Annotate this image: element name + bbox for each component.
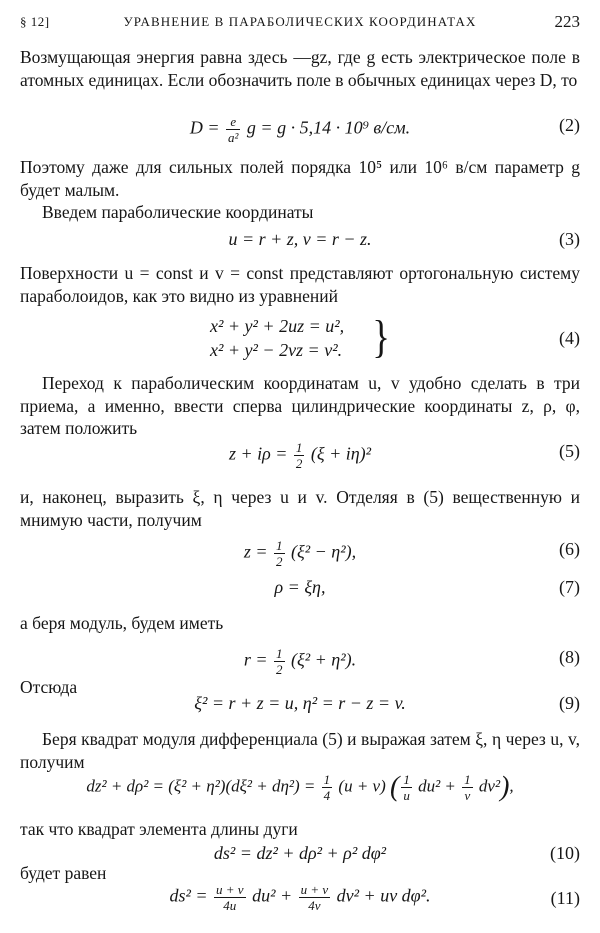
paragraph-2: Поэтому даже для сильных полей порядка 10⁵ или 10⁶ в/см параметр g будет малым.	[20, 157, 580, 200]
fraction: $\frac{1}{2}$	[276, 538, 283, 569]
fraction: $\frac{u + v}{4v}$	[300, 882, 329, 913]
equation-6	[20, 536, 580, 568]
fraction: $\frac{e}{\text{a²}}$	[228, 114, 239, 145]
equation-2-formula: D = $\frac{e}{\text{a²}}$ g = g · 5,14 · 10⁹ в/см.	[189, 114, 411, 145]
equation-11-formula: ds² = $\frac{u + v}{4u}$ du² + $\frac{u + v}{4v}$ dv² + uv dφ².	[169, 882, 431, 913]
paragraph-3: Введем параболические координаты	[42, 202, 314, 222]
equation-7-formula: ρ = ξη,	[274, 577, 326, 597]
paragraph-8: Отсюда	[20, 677, 78, 697]
page-number: 223	[554, 12, 580, 31]
equation-2	[20, 112, 580, 144]
equation-6-formula: z = $\frac{1}{2}$ (ξ² − η²),	[243, 538, 357, 569]
equation-8-formula: r = $\frac{1}{2}$ (ξ² + η²).	[243, 646, 357, 677]
equation-number: (8)	[559, 647, 580, 667]
left-paren: (	[390, 771, 400, 803]
section-marker: § 12]	[20, 14, 50, 29]
fraction: $\frac{1}{2}$	[295, 440, 303, 471]
equation-number: (2)	[559, 115, 580, 135]
equation-dz-formula: dz² + dρ² = (ξ² + η²)(dξ² + dη²) = $\frac{1}{4}$ (u + v) ( $\frac{1}{u}$ du² + $\frac{1}{v}$ dv²),	[86, 771, 514, 803]
equation-8	[20, 644, 580, 676]
fraction: $\frac{u + v}{4u}$	[216, 882, 244, 913]
equation-dz	[20, 770, 580, 810]
paragraph-4: Поверхности u = const и v = const представляют ортогональную систему параболоидов, как это видно из уравнений	[20, 263, 580, 306]
equation-9-formula: ξ² = r + z = u, η² = r − z = v.	[194, 693, 406, 713]
equation-7	[20, 574, 580, 606]
equation-number: (9)	[559, 693, 580, 713]
equation-number: (5)	[559, 441, 580, 461]
equation-9	[20, 690, 580, 722]
fraction: $\frac{1}{v}$	[464, 772, 471, 803]
equation-number: (3)	[559, 229, 580, 249]
fraction: $\frac{1}{4}$	[323, 772, 331, 803]
running-header	[20, 12, 580, 36]
equation-5	[20, 438, 580, 470]
right-paren: )	[500, 771, 510, 803]
equation-3	[20, 226, 580, 258]
right-brace: }	[372, 311, 390, 362]
equation-5-formula: z + iρ = $\frac{1}{2}$ (ξ + iη)²	[228, 440, 372, 471]
equation-number: (11)	[550, 888, 580, 908]
fraction: $\frac{1}{u}$	[403, 772, 410, 803]
paragraph-7: а беря модуль, будем иметь	[20, 613, 224, 633]
equation-number: (6)	[559, 539, 580, 559]
paragraph-1: Возмущающая энергия равна здесь —gz, где g есть электрическое поле в атомных единицах. Если обозначить поле в обычных единицах через D, то	[20, 47, 580, 90]
equation-4-system: x² + y² + 2uz = u², x² + y² − 2vz = v².	[210, 316, 345, 360]
equation-10-formula: ds² = dz² + dρ² + ρ² dφ²	[213, 843, 387, 863]
equation-number: (10)	[550, 843, 580, 863]
fraction: $\frac{1}{2}$	[276, 646, 283, 677]
paragraph-6: и, наконец, выразить ξ, η через u и v. Отделяя в (5) вещественную и мнимую части, получим	[20, 487, 580, 530]
chapter-title: УРАВНЕНИЕ В ПАРАБОЛИЧЕСКИХ КООРДИНАТАХ	[123, 14, 477, 29]
equation-3-formula: u = r + z, v = r − z.	[228, 229, 372, 249]
paragraph-11: будет равен	[20, 863, 107, 883]
paragraph-5: Переход к параболическим координатам u, v удобно сделать в три приема, а именно, ввести сперва цилиндрические координаты z, ρ, φ, затем положить	[20, 373, 580, 438]
paragraph-10: так что квадрат элемента длины дуги	[20, 819, 298, 839]
equation-11	[20, 880, 580, 924]
equation-number: (4)	[559, 328, 580, 348]
paragraph-9: Беря квадрат модуля дифференциала (5) и выражая затем ξ, η через u, v, получим	[20, 729, 580, 772]
equation-4	[20, 311, 580, 366]
equation-number: (7)	[559, 577, 580, 597]
